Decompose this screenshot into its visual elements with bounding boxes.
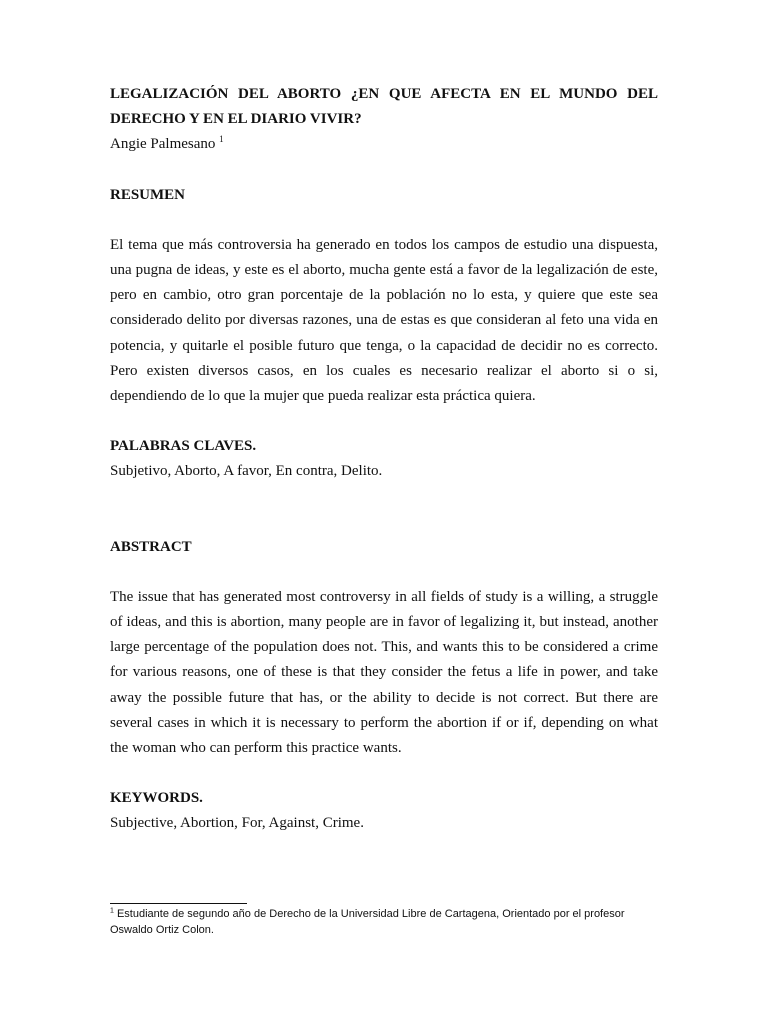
keywords-text: Subjective, Abortion, For, Against, Crime.	[110, 815, 364, 832]
author-name: Angie Palmesano	[110, 136, 220, 153]
abstract-text: The issue that has generated most controversy in all fields of study is a willing, a struggle of ideas, and this is abortion, many people are in favor of legalizing it, but instead, another large percentage of the population does not. This, and wants this to be considered a crime for various reasons, one of these is that they consider the fetus a life in power, and take away the possible future that has, or the ability to decide is not correct. But there are several cases in which it is necessary to perform the abortion if or if, depending on what the woman who can perform this practice wants.	[110, 588, 658, 757]
footnote-text: Estudiante de segundo año de Derecho de la Universidad Libre de Cartagena, Orientado por el profesor Oswaldo Ortiz Colon.	[110, 908, 625, 936]
footnote-marker: 1	[110, 907, 114, 915]
document-body	[110, 82, 658, 837]
palabras-claves-heading: PALABRAS CLAVES.	[110, 438, 257, 455]
keywords-heading: KEYWORDS.	[110, 790, 203, 807]
resumen-heading: RESUMEN	[110, 186, 186, 203]
author-footnote-ref: 1	[219, 134, 224, 145]
footnote-divider	[110, 903, 247, 904]
resumen-text: El tema que más controversia ha generado en todos los campos de estudio una dispuesta, una pugna de ideas, y este es el aborto, mucha gente está a favor de la legalización de este, pero en cambio, otro gran porcentaje de la población no lo esta, y quiere que este sea considerado delito por diversas razones, una de estas es que consideran al feto una vida en potencia, y quitarle el posible futuro que tenga, o la capacidad de decidir no es correcto. Pero existen diversos casos, en los cuales es necesario realizar el aborto si o si, dependiendo de lo que la mujer que pueda realizar esta práctica quiera.	[110, 236, 658, 405]
abstract-heading: ABSTRACT	[110, 538, 192, 555]
footnote	[110, 907, 665, 938]
author-line	[110, 132, 658, 157]
document-title: LEGALIZACIÓN DEL ABORTO ¿EN QUE AFECTA EN EL MUNDO DEL DERECHO Y EN EL DIARIO VIVIR?	[110, 86, 658, 128]
palabras-claves-text: Subjetivo, Aborto, A favor, En contra, Delito.	[110, 463, 383, 480]
